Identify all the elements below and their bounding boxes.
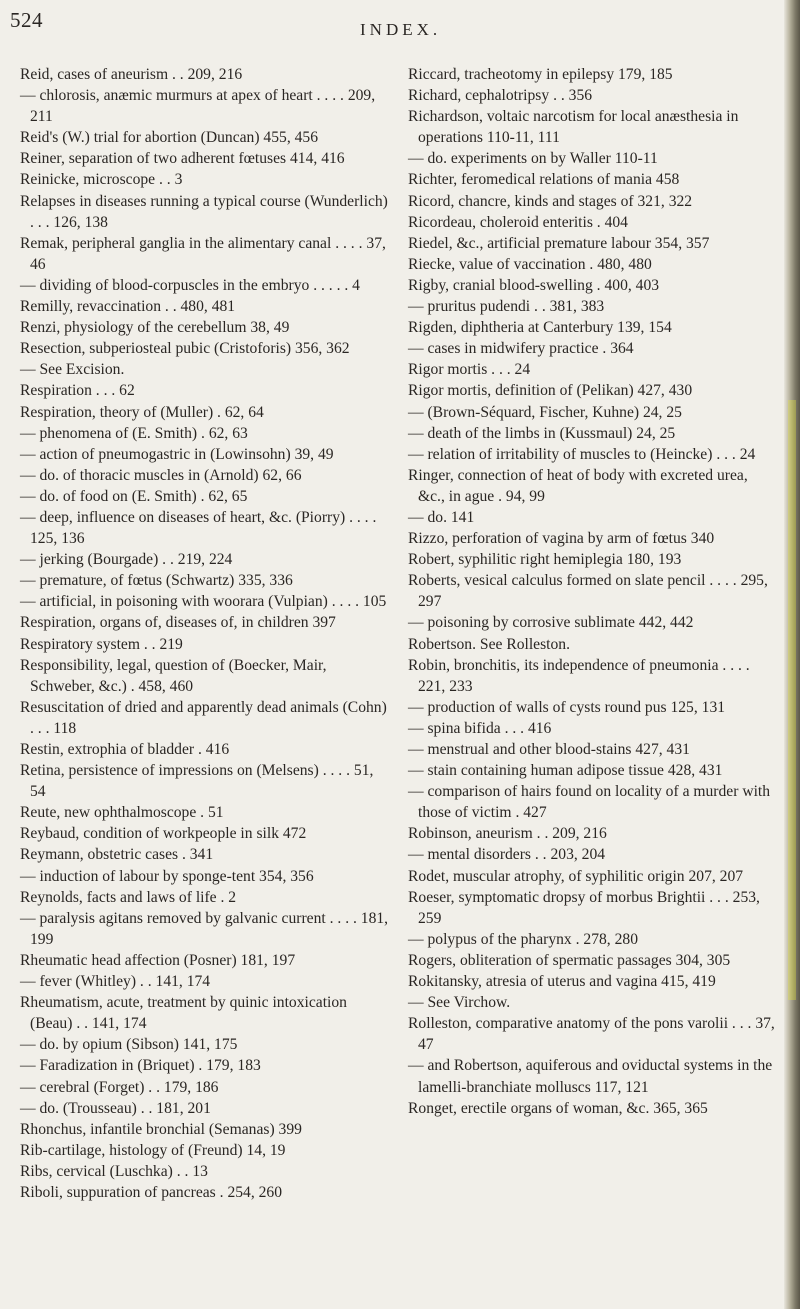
index-entry: Respiration, theory of (Muller) . 62, 64 <box>20 403 264 421</box>
index-entry: Richter, feromedical relations of mania 458 <box>408 171 680 189</box>
index-entry: Rigor mortis, definition of (Pelikan) 427, 430 <box>408 382 693 400</box>
index-entry: Reynolds, facts and laws of life . 2 <box>20 888 237 906</box>
index-entry: — pruritus pudendi . . 381, 383 <box>408 298 605 316</box>
index-entry: — comparison of hairs found on locality of a murder with those of victim . 427 <box>408 783 771 822</box>
index-entry: Rizzo, perforation of vagina by arm of fœtus 340 <box>408 530 715 548</box>
index-entry: — cerebral (Forget) . . 179, 186 <box>20 1078 219 1096</box>
page-number: 524 <box>10 8 43 32</box>
index-entry: Rheumatic head affection (Posner) 181, 197 <box>20 951 296 969</box>
index-entry: — production of walls of cysts round pus 125, 131 <box>408 698 726 716</box>
index-entry: — cases in midwifery practice . 364 <box>408 340 634 358</box>
index-entry: — do. (Trousseau) . . 181, 201 <box>20 1099 211 1117</box>
index-entry: Riccard, tracheotomy in epilepsy 179, 185 <box>408 66 673 83</box>
index-entry: — phenomena of (E. Smith) . 62, 63 <box>20 424 248 442</box>
index-entry: — do. of thoracic muscles in (Arnold) 62, 66 <box>20 466 302 484</box>
index-entry: Reute, new ophthalmoscope . 51 <box>20 804 224 822</box>
index-entry: — and Robertson, aquiferous and oviductal systems in the lamelli-branchiate molluscs 117, 121 <box>408 1057 773 1096</box>
index-entry: — fever (Whitley) . . 141, 174 <box>20 973 211 991</box>
index-entry: Remilly, revaccination . . 480, 481 <box>20 298 236 316</box>
index-entry: — deep, influence on diseases of heart, &c. (Piorry) . . . . 125, 136 <box>20 508 377 548</box>
index-entry: Rhonchus, infantile bronchial (Semanas) 399 <box>20 1120 302 1138</box>
index-entry: Ricord, chancre, kinds and stages of 321, 322 <box>408 192 693 210</box>
running-head: INDEX. <box>360 20 442 39</box>
index-entry: Rodet, muscular atrophy, of syphilitic origin 207, 207 <box>408 867 744 885</box>
left-index-column <box>20 64 390 1203</box>
index-entry: Robin, bronchitis, its independence of pneumonia . . . . 221, 233 <box>408 656 750 695</box>
index-entry: Ronget, erectile organs of woman, &c. 365, 365 <box>408 1099 708 1117</box>
index-entry: — polypus of the pharynx . 278, 280 <box>408 930 638 948</box>
index-entry: Robinson, aneurism . . 209, 216 <box>408 825 607 843</box>
index-entry: Rigor mortis . . . 24 <box>408 361 531 379</box>
index-entry: Richardson, voltaic narcotism for local anæsthesia in operations 110-11, 111 <box>408 108 739 147</box>
index-entry: Ringer, connection of heat of body with excreted urea, &c., in ague . 94, 99 <box>408 466 748 505</box>
index-entry: — do. by opium (Sibson) 141, 175 <box>20 1036 238 1054</box>
index-entry: — mental disorders . . 203, 204 <box>408 846 606 864</box>
index-entry: Rokitansky, atresia of uterus and vagina 415, 419 <box>408 973 716 991</box>
index-entry: Reid's (W.) trial for abortion (Duncan) 455, 456 <box>20 129 319 147</box>
index-entry: — action of pneumogastric in (Lowinsohn) 39, 49 <box>20 445 334 463</box>
index-entry: Reymann, obstetric cases . 341 <box>20 846 214 864</box>
index-entry: — poisoning by corrosive sublimate 442, 442 <box>408 614 694 632</box>
index-entry: — dividing of blood-corpuscles in the embryo . . . . . 4 <box>20 276 360 294</box>
index-entry: Riedel, &c., artificial premature labour 354, 357 <box>408 234 710 252</box>
index-entry: — do. experiments on by Waller 110-11 <box>408 150 658 168</box>
page-edge-tint <box>788 400 796 1000</box>
index-entry: — do. of food on (E. Smith) . 62, 65 <box>20 487 248 505</box>
index-entry: — paralysis agitans removed by galvanic current . . . . 181, 199 <box>20 909 389 948</box>
index-entry: Relapses in diseases running a typical course (Wunderlich) . . . 126, 138 <box>20 192 388 231</box>
index-entry: — stain containing human adipose tissue 428, 431 <box>408 762 723 780</box>
index-entry: Rib-cartilage, histology of (Freund) 14, 19 <box>20 1141 286 1159</box>
index-entry: — spina bifida . . . 416 <box>408 719 552 737</box>
index-entry: Resuscitation of dried and apparently dead animals (Cohn) . . . 118 <box>20 698 387 737</box>
index-entry: Rogers, obliteration of spermatic passages 304, 305 <box>408 951 731 969</box>
index-entry: Respiratory system . . 219 <box>20 635 183 653</box>
index-entry: Riecke, value of vaccination . 480, 480 <box>408 255 652 273</box>
index-entry: Riboli, suppuration of pancreas . 254, 260 <box>20 1183 283 1201</box>
index-entry: Responsibility, legal, question of (Boecker, Mair, Schweber, &c.) . 458, 460 <box>20 656 327 695</box>
index-entry: Restin, extrophia of bladder . 416 <box>20 741 230 758</box>
index-entry: — do. 141 <box>408 508 475 526</box>
index-entry: Robertson. See Rolleston. <box>408 635 570 653</box>
index-entry: — See Excision. <box>20 361 125 379</box>
index-entry: — (Brown-Séquard, Fischer, Kuhne) 24, 25 <box>408 403 682 421</box>
index-entry: Reinicke, microscope . . 3 <box>20 171 183 189</box>
index-entry: — death of the limbs in (Kussmaul) 24, 25 <box>408 424 676 442</box>
index-entry: Remak, peripheral ganglia in the alimentary canal . . . . 37, 46 <box>20 234 386 273</box>
index-entry: Roberts, vesical calculus formed on slate pencil . . . . 295, 297 <box>408 572 768 611</box>
index-entry: Robert, syphilitic right hemiplegia 180, 193 <box>408 551 682 569</box>
index-entry: Richard, cephalotripsy . . 356 <box>408 87 593 105</box>
index-entry: Rolleston, comparative anatomy of the pons varolii . . . 37, 47 <box>408 1015 775 1054</box>
index-entry: — chlorosis, anæmic murmurs at apex of heart . . . . 209, 211 <box>20 87 376 126</box>
right-index-column <box>408 64 778 1119</box>
index-entry: Respiration, organs of, diseases of, in children 397 <box>20 614 336 632</box>
index-entry: Renzi, physiology of the cerebellum 38, 49 <box>20 319 290 337</box>
index-entry: — relation of irritability of muscles to (Heincke) . . . 24 <box>408 445 756 463</box>
index-entry: — See Virchow. <box>408 994 511 1012</box>
index-entry: — induction of labour by sponge-tent 354, 356 <box>20 867 314 885</box>
index-entry: Rigby, cranial blood-swelling . 400, 403 <box>408 276 660 294</box>
index-entry: Reid, cases of aneurism . . 209, 216 <box>20 66 243 83</box>
index-entry: — artificial, in poisoning with woorara (Vulpian) . . . . 105 <box>20 593 387 611</box>
index-entry: — premature, of fœtus (Schwartz) 335, 336 <box>20 572 293 590</box>
index-entry: Roeser, symptomatic dropsy of morbus Brightii . . . 253, 259 <box>408 888 760 927</box>
index-entry: Rigden, diphtheria at Canterbury 139, 154 <box>408 319 672 337</box>
index-entry: Ribs, cervical (Luschka) . . 13 <box>20 1162 208 1180</box>
index-entry: — Faradization in (Briquet) . 179, 183 <box>20 1057 261 1075</box>
index-entry: Resection, subperiosteal pubic (Cristoforis) 356, 362 <box>20 340 350 358</box>
index-entry: — menstrual and other blood-stains 427, 431 <box>408 741 690 758</box>
index-entry: Ricordeau, choleroid enteritis . 404 <box>408 213 628 231</box>
index-entry: Retina, persistence of impressions on (Melsens) . . . . 51, 54 <box>20 762 374 801</box>
index-entry: Respiration . . . 62 <box>20 382 135 400</box>
index-entry: Reybaud, condition of workpeople in silk 472 <box>20 825 307 843</box>
index-entry: — jerking (Bourgade) . . 219, 224 <box>20 551 233 569</box>
index-entry: Rheumatism, acute, treatment by quinic intoxication (Beau) . . 141, 174 <box>20 994 347 1033</box>
index-entry: Reiner, separation of two adherent fœtuses 414, 416 <box>20 150 345 168</box>
